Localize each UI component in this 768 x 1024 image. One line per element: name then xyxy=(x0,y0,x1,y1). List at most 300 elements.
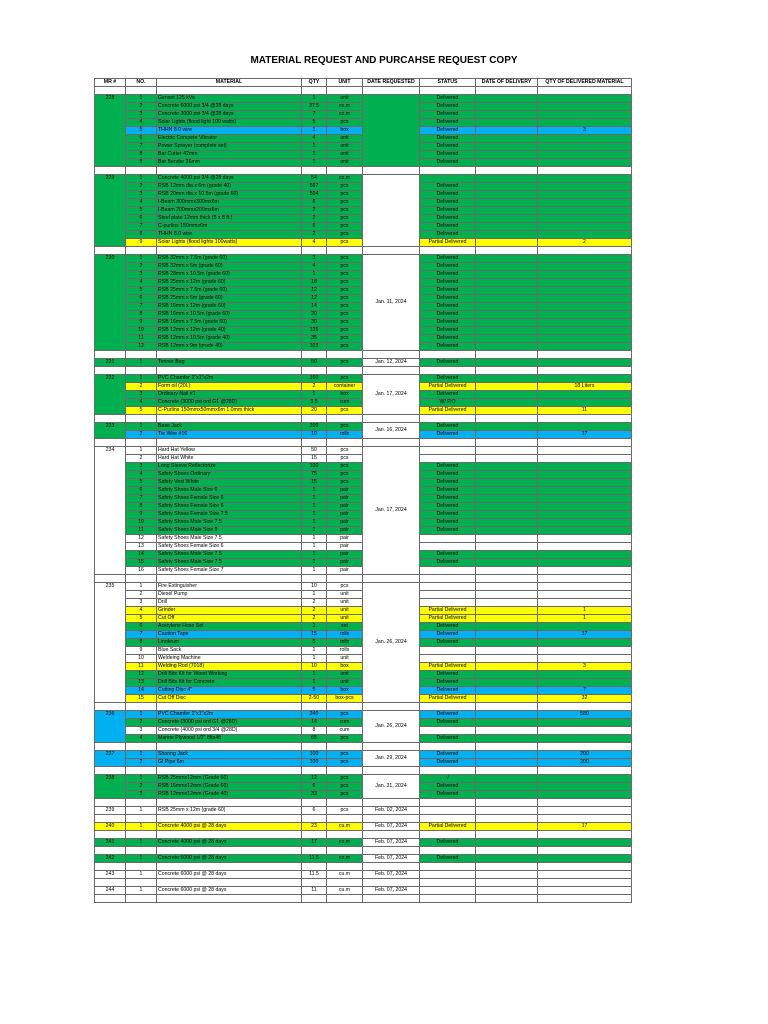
status-cell: Partial Delivered xyxy=(420,615,476,623)
qty-cell: 567 xyxy=(302,183,327,191)
item-number-cell: 2 xyxy=(126,103,157,111)
empty-cell xyxy=(420,351,476,359)
qty-delivered-cell xyxy=(538,319,632,327)
empty-cell xyxy=(538,367,632,375)
qty-cell: 2 xyxy=(302,599,327,607)
unit-cell: pair xyxy=(327,519,363,527)
item-number-cell: 14 xyxy=(126,551,157,559)
date-of-delivery-cell xyxy=(476,239,538,247)
material-cell: Safety Shoes Male Size 7.5 xyxy=(157,559,302,567)
empty-cell xyxy=(327,367,363,375)
material-cell: Concrete (4000 psi ord 3/4 @28D) xyxy=(157,727,302,735)
item-number-cell: 7 xyxy=(126,223,157,231)
empty-cell xyxy=(538,439,632,447)
date-of-delivery-cell xyxy=(476,599,538,607)
table-header-row xyxy=(95,79,632,87)
status-cell: Delivered xyxy=(420,631,476,639)
date-of-delivery-cell xyxy=(476,223,538,231)
material-cell: Solar Lights (flood light 100 watts) xyxy=(157,119,302,127)
qty-delivered-cell: 17 xyxy=(538,631,632,639)
empty-cell xyxy=(327,847,363,855)
status-cell: Delivered xyxy=(420,279,476,287)
date-of-delivery-cell xyxy=(476,183,538,191)
material-cell: RSB 16mm x 12m (grade 60) xyxy=(157,303,302,311)
qty-delivered-cell xyxy=(538,95,632,103)
empty-cell xyxy=(476,879,538,887)
qty-delivered-cell xyxy=(538,423,632,431)
column-header: NO. xyxy=(126,79,157,87)
empty-cell xyxy=(363,247,420,255)
item-number-cell: 3 xyxy=(126,191,157,199)
item-number-cell: 9 xyxy=(126,647,157,655)
status-cell: Delivered xyxy=(420,431,476,439)
date-of-delivery-cell xyxy=(476,503,538,511)
date-requested-cell: Feb. 02, 2024 xyxy=(363,807,420,815)
status-cell: Delivered xyxy=(420,199,476,207)
empty-cell xyxy=(476,247,538,255)
material-cell: Concrete (3000 psi ord G1 @28D) xyxy=(157,719,302,727)
status-cell: Delivered xyxy=(420,319,476,327)
unit-cell: pcs xyxy=(327,343,363,351)
date-of-delivery-cell xyxy=(476,607,538,615)
empty-cell xyxy=(95,703,126,711)
status-cell: Delivered xyxy=(420,719,476,727)
mr-number-cell: 236 xyxy=(95,711,126,743)
material-cell: RSB 16mm x 7.5m (grade 60) xyxy=(157,319,302,327)
table-row xyxy=(95,175,632,183)
date-of-delivery-cell xyxy=(476,543,538,551)
spacer-row xyxy=(95,831,632,839)
material-cell: Electric Concrete Vibrator xyxy=(157,135,302,143)
unit-cell: pair xyxy=(327,527,363,535)
empty-cell xyxy=(420,703,476,711)
status-cell: Delivered xyxy=(420,783,476,791)
qty-delivered-cell: 32 xyxy=(538,695,632,703)
date-requested-cell: Feb. 07, 2024 xyxy=(363,823,420,831)
empty-cell xyxy=(476,703,538,711)
spacer-row xyxy=(95,167,632,175)
status-cell: Partial Delivered xyxy=(420,695,476,703)
material-cell: Concrete 6000 psi @ 28 days xyxy=(157,887,302,895)
material-cell: Concrete 6000 psi @ 28 days xyxy=(157,871,302,879)
empty-cell xyxy=(95,863,126,871)
qty-delivered-cell xyxy=(538,655,632,663)
table-row xyxy=(95,839,632,847)
item-number-cell: 7 xyxy=(126,303,157,311)
material-cell: Safety Vest White xyxy=(157,479,302,487)
date-of-delivery-cell xyxy=(476,191,538,199)
material-cell: Tenner Bag xyxy=(157,359,302,367)
date-of-delivery-cell xyxy=(476,519,538,527)
empty-cell xyxy=(302,167,327,175)
empty-cell xyxy=(157,575,302,583)
date-of-delivery-cell xyxy=(476,591,538,599)
empty-cell xyxy=(126,575,157,583)
qty-cell: 135 xyxy=(302,327,327,335)
material-cell: Ordinary Nail #1 xyxy=(157,391,302,399)
date-of-delivery-cell xyxy=(476,639,538,647)
qty-delivered-cell xyxy=(538,175,632,183)
material-cell: C-purlins 150mmx6m xyxy=(157,223,302,231)
qty-cell: 100 xyxy=(302,463,327,471)
date-of-delivery-cell xyxy=(476,407,538,415)
empty-cell xyxy=(538,247,632,255)
date-requested-cell: Feb. 07, 2024 xyxy=(363,839,420,847)
qty-cell: 75 xyxy=(302,471,327,479)
empty-cell xyxy=(126,167,157,175)
qty-delivered-cell xyxy=(538,527,632,535)
column-header: UNIT xyxy=(327,79,363,87)
unit-cell: cu.m xyxy=(327,175,363,183)
material-cell: Concrete 4000 psi @ 28 days xyxy=(157,823,302,831)
empty-cell xyxy=(476,575,538,583)
item-number-cell: 13 xyxy=(126,679,157,687)
qty-cell: 37.5 xyxy=(302,103,327,111)
unit-cell: pcs xyxy=(327,791,363,799)
material-cell: RSB 12mmx12mm (Grade 40) xyxy=(157,791,302,799)
date-requested-cell: Jan. 16, 2024 xyxy=(363,423,420,439)
spacer-row xyxy=(95,87,632,95)
material-cell: Safety Shoes Male Size 9 xyxy=(157,527,302,535)
qty-delivered-cell xyxy=(538,199,632,207)
unit-cell: pcs xyxy=(327,183,363,191)
date-of-delivery-cell xyxy=(476,839,538,847)
status-cell: Delivered xyxy=(420,327,476,335)
column-header: DATE REQUESTED xyxy=(363,79,420,87)
status-cell: Partial Delivered xyxy=(420,407,476,415)
table-row xyxy=(95,359,632,367)
material-cell: PVC Chamfer 1"x1"x2m xyxy=(157,375,302,383)
mr-number-cell: 238 xyxy=(95,775,126,799)
mr-number-cell: 235 xyxy=(95,583,126,703)
status-cell: Delivered xyxy=(420,207,476,215)
qty-cell: 1 xyxy=(302,487,327,495)
qty-cell: 1 xyxy=(302,551,327,559)
empty-cell xyxy=(95,847,126,855)
empty-cell xyxy=(95,895,126,903)
item-number-cell: 2 xyxy=(126,591,157,599)
item-number-cell: 4 xyxy=(126,607,157,615)
empty-cell xyxy=(126,799,157,807)
empty-cell xyxy=(327,575,363,583)
material-cell: Marine Plywood 1/2" 8ftx4ft xyxy=(157,735,302,743)
qty-cell: 4 xyxy=(302,263,327,271)
material-cell: Safety Shoes Female Size 7.5 xyxy=(157,511,302,519)
qty-cell: 1 xyxy=(302,655,327,663)
item-number-cell: 11 xyxy=(126,335,157,343)
qty-delivered-cell: 2 xyxy=(538,239,632,247)
qty-cell: 18 xyxy=(302,279,327,287)
status-cell: Delivered xyxy=(420,135,476,143)
date-of-delivery-cell xyxy=(476,511,538,519)
status-cell: Delivered xyxy=(420,639,476,647)
status-cell: Delivered xyxy=(420,151,476,159)
date-of-delivery-cell xyxy=(476,111,538,119)
item-number-cell: 16 xyxy=(126,567,157,575)
qty-delivered-cell xyxy=(538,839,632,847)
date-of-delivery-cell xyxy=(476,527,538,535)
material-cell: Cutting Disc 4" xyxy=(157,687,302,695)
empty-cell xyxy=(327,415,363,423)
empty-cell xyxy=(363,815,420,823)
status-cell xyxy=(420,887,476,895)
item-number-cell: 5 xyxy=(126,287,157,295)
unit-cell: unit xyxy=(327,655,363,663)
material-cell: Shoring Jack xyxy=(157,751,302,759)
qty-cell: 1 xyxy=(302,543,327,551)
item-number-cell: 1 xyxy=(126,775,157,783)
unit-cell: pcs xyxy=(327,279,363,287)
material-cell: RSB 20mm dia.x 10.5m (grade 60) xyxy=(157,191,302,199)
qty-cell: 11.5 xyxy=(302,871,327,879)
unit-cell: pair xyxy=(327,535,363,543)
empty-cell xyxy=(420,575,476,583)
qty-delivered-cell: 17 xyxy=(538,823,632,831)
qty-delivered-cell xyxy=(538,271,632,279)
unit-cell: pair xyxy=(327,551,363,559)
empty-cell xyxy=(538,831,632,839)
unit-cell: pair xyxy=(327,511,363,519)
empty-cell xyxy=(363,743,420,751)
status-cell xyxy=(420,447,476,455)
date-of-delivery-cell xyxy=(476,399,538,407)
qty-delivered-cell: 200 xyxy=(538,759,632,767)
unit-cell: cu.m xyxy=(327,855,363,863)
date-of-delivery-cell xyxy=(476,423,538,431)
empty-cell xyxy=(95,415,126,423)
empty-cell xyxy=(327,247,363,255)
empty-cell xyxy=(476,847,538,855)
status-cell: Delivered xyxy=(420,191,476,199)
item-number-cell: 2 xyxy=(126,783,157,791)
material-cell: Concrete 3000 psi 3/4 @28 days xyxy=(157,111,302,119)
unit-cell: cu.m xyxy=(327,887,363,895)
unit-cell: pcs xyxy=(327,119,363,127)
date-of-delivery-cell xyxy=(476,695,538,703)
material-cell: Form oil (20L) xyxy=(157,383,302,391)
empty-cell xyxy=(157,415,302,423)
empty-cell xyxy=(420,415,476,423)
qty-delivered-cell xyxy=(538,671,632,679)
date-of-delivery-cell xyxy=(476,375,538,383)
qty-delivered-cell: 1 xyxy=(538,607,632,615)
status-cell: Delivered xyxy=(420,119,476,127)
empty-cell xyxy=(420,367,476,375)
qty-delivered-cell xyxy=(538,591,632,599)
item-number-cell: 6 xyxy=(126,135,157,143)
qty-delivered-cell: 17 xyxy=(538,431,632,439)
status-cell xyxy=(420,591,476,599)
qty-delivered-cell xyxy=(538,807,632,815)
item-number-cell: 4 xyxy=(126,279,157,287)
mr-number-cell: 243 xyxy=(95,871,126,879)
qty-delivered-cell xyxy=(538,343,632,351)
material-cell: Bar Cutter 42mm xyxy=(157,151,302,159)
item-number-cell: 10 xyxy=(126,519,157,527)
material-cell: THHN 8.0 wire xyxy=(157,231,302,239)
qty-cell: 8 xyxy=(302,727,327,735)
material-cell: Safety Shoes Female Size 6 xyxy=(157,495,302,503)
empty-cell xyxy=(538,863,632,871)
empty-cell xyxy=(327,879,363,887)
date-of-delivery-cell xyxy=(476,319,538,327)
empty-cell xyxy=(302,247,327,255)
unit-cell: pcs xyxy=(327,287,363,295)
qty-delivered-cell xyxy=(538,143,632,151)
empty-cell xyxy=(126,415,157,423)
item-number-cell: 10 xyxy=(126,655,157,663)
status-cell xyxy=(420,599,476,607)
material-cell: Long Sleeve Reflectorize xyxy=(157,463,302,471)
status-cell: Delivered xyxy=(420,471,476,479)
status-cell: Partial Delivered xyxy=(420,607,476,615)
qty-cell: 1 xyxy=(302,159,327,167)
item-number-cell: 1 xyxy=(126,359,157,367)
status-cell: Delivered xyxy=(420,303,476,311)
item-number-cell: 14 xyxy=(126,687,157,695)
date-of-delivery-cell xyxy=(476,311,538,319)
unit-cell: unit xyxy=(327,159,363,167)
material-cell: RSB 12mm x 9m (grade 40) xyxy=(157,343,302,351)
qty-cell: 1 xyxy=(302,623,327,631)
status-cell: Delivered xyxy=(420,295,476,303)
unit-cell: pair xyxy=(327,495,363,503)
spacer-row xyxy=(95,439,632,447)
qty-cell: 1 xyxy=(302,679,327,687)
empty-cell xyxy=(95,799,126,807)
empty-cell xyxy=(476,799,538,807)
empty-cell xyxy=(538,703,632,711)
date-of-delivery-cell xyxy=(476,95,538,103)
qty-cell: 7 xyxy=(302,111,327,119)
unit-cell: pcs xyxy=(327,335,363,343)
qty-delivered-cell xyxy=(538,303,632,311)
item-number-cell: 3 xyxy=(126,599,157,607)
item-number-cell: 2 xyxy=(126,183,157,191)
qty-cell: 200 xyxy=(302,423,327,431)
date-of-delivery-cell xyxy=(476,279,538,287)
date-of-delivery-cell xyxy=(476,735,538,743)
qty-cell: 5 xyxy=(302,639,327,647)
status-cell: Delivered xyxy=(420,391,476,399)
material-cell: RSB 12mm x 12m (grade 40) xyxy=(157,327,302,335)
empty-cell xyxy=(157,703,302,711)
table-row xyxy=(95,375,632,383)
material-cell: PVC Chamfer 1"x1"x2m xyxy=(157,711,302,719)
date-of-delivery-cell xyxy=(476,495,538,503)
unit-cell: unit xyxy=(327,679,363,687)
qty-delivered-cell xyxy=(538,183,632,191)
unit-cell: pcs xyxy=(327,255,363,263)
date-of-delivery-cell xyxy=(476,759,538,767)
unit-cell: unit xyxy=(327,95,363,103)
material-cell: Safety Shoes Female Size 7 xyxy=(157,567,302,575)
date-requested-cell: Jan. 31, 2024 xyxy=(363,775,420,799)
qty-cell: 5 xyxy=(302,687,327,695)
empty-cell xyxy=(420,863,476,871)
qty-cell: 2 xyxy=(302,383,327,391)
empty-cell xyxy=(420,895,476,903)
material-cell: Safety Shoes Female Size 6 xyxy=(157,543,302,551)
item-number-cell: 5 xyxy=(126,407,157,415)
qty-delivered-cell xyxy=(538,207,632,215)
date-of-delivery-cell xyxy=(476,271,538,279)
status-cell xyxy=(420,543,476,551)
spacer-row xyxy=(95,367,632,375)
unit-cell: pcs xyxy=(327,207,363,215)
empty-cell xyxy=(157,831,302,839)
date-of-delivery-cell xyxy=(476,103,538,111)
spacer-row xyxy=(95,847,632,855)
status-cell: Partial Delivered xyxy=(420,383,476,391)
qty-cell: 1 xyxy=(302,143,327,151)
material-cell: Power Sprayer (complete set) xyxy=(157,143,302,151)
date-of-delivery-cell xyxy=(476,487,538,495)
qty-delivered-cell xyxy=(538,335,632,343)
empty-cell xyxy=(327,743,363,751)
material-cell: Drill xyxy=(157,599,302,607)
empty-cell xyxy=(538,575,632,583)
status-cell: Delivered xyxy=(420,559,476,567)
status-cell: Delivered xyxy=(420,95,476,103)
date-of-delivery-cell xyxy=(476,303,538,311)
unit-cell: box xyxy=(327,687,363,695)
empty-cell xyxy=(363,767,420,775)
date-of-delivery-cell xyxy=(476,431,538,439)
item-number-cell: 3 xyxy=(126,271,157,279)
material-cell: Cut Off Disc xyxy=(157,695,302,703)
item-number-cell: 8 xyxy=(126,639,157,647)
mr-number-cell: 230 xyxy=(95,255,126,351)
empty-cell xyxy=(538,415,632,423)
qty-cell: 10 xyxy=(302,431,327,439)
qty-delivered-cell xyxy=(538,159,632,167)
item-number-cell: 3 xyxy=(126,727,157,735)
empty-cell xyxy=(538,879,632,887)
empty-cell xyxy=(126,863,157,871)
empty-cell xyxy=(157,351,302,359)
empty-cell xyxy=(420,879,476,887)
date-of-delivery-cell xyxy=(476,327,538,335)
item-number-cell: 1 xyxy=(126,823,157,831)
qty-cell: 65 xyxy=(302,735,327,743)
qty-delivered-cell xyxy=(538,479,632,487)
material-cell: I-Beam 300mmx300mx6m xyxy=(157,199,302,207)
status-cell: Delivered xyxy=(420,711,476,719)
empty-cell xyxy=(302,879,327,887)
status-cell xyxy=(420,807,476,815)
item-number-cell: 2 xyxy=(126,383,157,391)
qty-cell: 2-50 xyxy=(302,695,327,703)
unit-cell: pcs xyxy=(327,319,363,327)
qty-delivered-cell xyxy=(538,111,632,119)
unit-cell: pcs xyxy=(327,407,363,415)
qty-delivered-cell xyxy=(538,647,632,655)
date-of-delivery-cell xyxy=(476,663,538,671)
qty-delivered-cell xyxy=(538,719,632,727)
empty-cell xyxy=(126,815,157,823)
empty-cell xyxy=(302,575,327,583)
empty-cell xyxy=(363,879,420,887)
date-of-delivery-cell xyxy=(476,175,538,183)
mr-number-cell: 237 xyxy=(95,751,126,767)
empty-cell xyxy=(327,831,363,839)
empty-cell xyxy=(363,351,420,359)
material-cell: Weldeing Machine xyxy=(157,655,302,663)
qty-delivered-cell xyxy=(538,455,632,463)
qty-delivered-cell xyxy=(538,775,632,783)
material-cell: RSB 28mm x 10.5m (grade 60) xyxy=(157,271,302,279)
